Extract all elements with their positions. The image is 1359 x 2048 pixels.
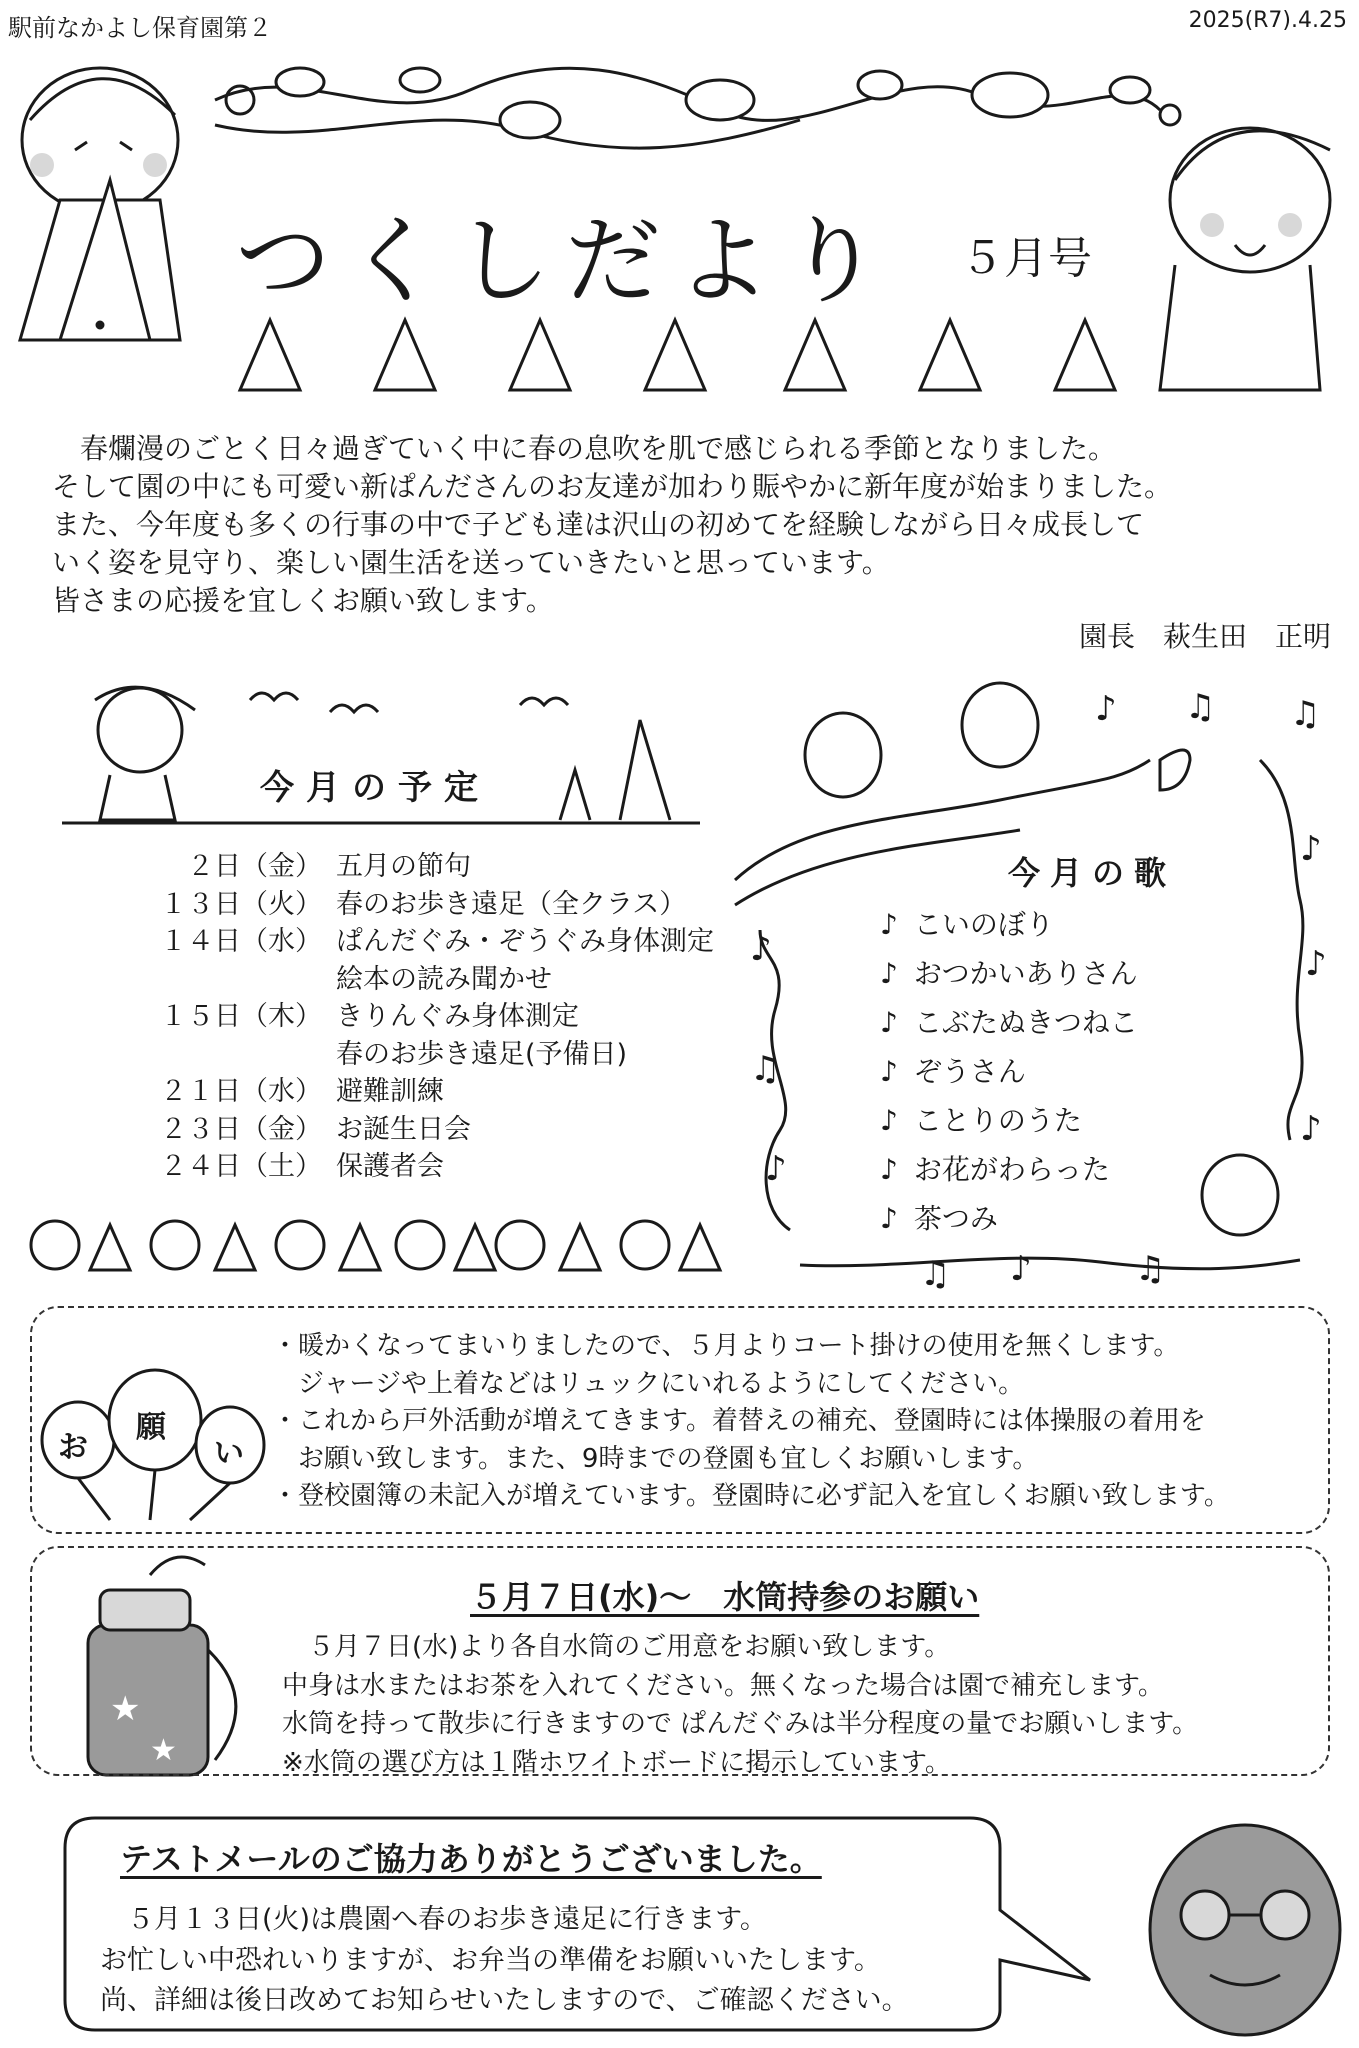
request-label-char: お [58,1430,88,1465]
schedule-list [82,848,714,1186]
svg-text:♪: ♪ [750,929,772,969]
schedule-row [82,1148,714,1186]
request-line: ・暖かくなってまいりましたので、５月よりコート掛けの使用を無くします。 [272,1331,1180,1361]
schedule-row [82,923,714,961]
schedule-row [82,1036,714,1074]
svg-text:♪: ♪ [1300,829,1322,869]
vine-leaves-decoration [215,68,1180,148]
music-note-icon: ♪ [880,908,898,941]
svg-text:♪: ♪ [765,1149,787,1189]
song-name: こいのぼり [913,908,1054,941]
song-item [880,998,1138,1047]
schedule-row [82,886,714,924]
child-illustration-right [1160,128,1330,390]
svg-text:♪: ♪ [1010,1249,1032,1289]
water-line: ※水筒の選び方は１階ホワイトボードに掲示しています。 [282,1747,951,1778]
principal-signature: 園長 萩生田 正明 [1078,620,1331,653]
greeting-line: 皆さまの応援を宜しくお願い致します。 [52,584,554,617]
request-label-char: い [214,1436,244,1471]
child-illustration-left [20,68,180,340]
principal-portrait [1150,1825,1340,2035]
school-name: 駅前なかよし保育園第２ [8,14,272,42]
song-item [880,949,1138,998]
svg-text:★: ★ [150,1733,177,1768]
schedule-date: １３日（火） [160,888,322,920]
song-name: ことりのうた [913,1104,1082,1137]
newsletter-title: つくしだより [235,205,895,317]
schedule-event: 五月の節句 [336,851,471,882]
schedule-event: 春のお歩き遠足（全クラス） [336,888,687,920]
music-note-icon: ♪ [880,1055,898,1088]
thanks-title: テストメールのご協力ありがとうございました。 [120,1840,822,1878]
svg-text:♫: ♫ [1135,1249,1166,1289]
svg-text:★: ★ [110,1689,141,1729]
greeting-line: いく姿を見守り、楽しい園生活を送っていきたいと思っています。 [52,546,890,579]
schedule-date: ２日（金） [187,851,322,882]
thanks-line: ５月１３日(火)は農園へ春のお歩き遠足に行きます。 [100,1904,767,1935]
request-line: ・登校園簿の未記入が増えています。登園時に必ず記入を宜しくお願い致します。 [272,1481,1230,1511]
music-note-icon: ♪ [880,1104,898,1137]
water-line: 水筒を持って散歩に行きますので ぱんだぐみは半分程度の量でお願いします。 [282,1709,1199,1739]
schedule-event: 避難訓練 [336,1076,444,1107]
water-line: ５月７日(水)より各自水筒のご用意をお願い致します。 [282,1632,951,1662]
thanks-line: 尚、詳細は後日改めてお知らせいたしますので、ご確認ください。 [100,1985,909,2016]
schedule-date: １５日（木） [160,1001,322,1032]
schedule-row [82,1111,714,1149]
schedule-date [82,961,336,999]
song-item [880,1047,1138,1096]
greeting-line: そして園の中にも可愛い新ぱんださんのお友達が加わり賑やかに新年度が始まりました。 [52,470,1173,503]
schedule-date: ２３日（金） [160,1113,322,1145]
water-bottle-title: ５月７日(水)～ 水筒持参のお願い [470,1578,980,1616]
song-item [880,900,1138,949]
schedule-row [82,998,714,1036]
songs-title: 今月の歌 [1008,854,1177,892]
schedule-title: 今月の予定 [260,768,490,808]
svg-text:♪: ♪ [1300,1109,1322,1149]
svg-text:♫: ♫ [1290,694,1321,734]
song-name: おつかいありさん [913,957,1138,990]
song-name: お花がわらった [913,1153,1110,1186]
schedule-event: 保護者会 [336,1151,444,1182]
schedule-date: ２１日（水） [160,1076,322,1107]
music-note-icon: ♪ [880,1202,898,1235]
schedule-event: 絵本の読み聞かせ [336,963,552,995]
thanks-line: お忙しい中恐れいりますが、お弁当の準備をお願いいたします。 [100,1944,881,1976]
music-note-icon: ♪ [880,1153,898,1186]
schedule-event: お誕生日会 [336,1113,471,1145]
bamboo-shoot-row [240,320,1115,390]
schedule-row [82,961,714,999]
schedule-row [82,1073,714,1111]
schedule-date [82,1036,336,1074]
song-name: 茶つみ [913,1202,998,1235]
schedule-date: １４日（水） [160,926,322,957]
schedule-row [82,848,714,886]
schedule-event: きりんぐみ身体測定 [336,1001,579,1032]
svg-text:♪: ♪ [1095,689,1117,729]
svg-text:♫: ♫ [1185,687,1216,727]
song-name: ぞうさん [913,1055,1026,1088]
song-item [880,1145,1138,1194]
song-item [880,1096,1138,1145]
greeting-line: また、今年度も多くの行事の中で子ども達は沢山の初めてを経験しながら日々成長して [52,508,1145,541]
request-label-char: 願 [136,1410,166,1445]
water-line: 中身は水またはお茶を入れてください。無くなった場合は園で補充します。 [282,1670,1164,1701]
requests-text [272,1328,1230,1516]
svg-text:♫: ♫ [750,1049,781,1089]
greeting-line: 春爛漫のごとく日々過ぎていく中に春の息吹を肌で感じられる季節となりました。 [52,432,1117,465]
children-faces-row [31,1221,720,1270]
thanks-text [100,1900,909,2022]
request-line: お願い致します。また、9時までの登園も宜しくお願いします。 [272,1443,1039,1474]
music-note-icon: ♪ [880,1006,898,1039]
issue-number: ５月号 [960,233,1092,284]
request-line: ・これから戸外活動が増えてきます。着替えの補充、登園時には体操服の着用を [272,1406,1206,1436]
schedule-date: ２４日（土） [160,1151,322,1182]
songs-list [880,900,1138,1243]
issue-date: 2025(R7).4.25 [1188,8,1347,33]
svg-text:♪: ♪ [1305,944,1327,984]
svg-text:♫: ♫ [920,1254,951,1294]
song-item [880,1194,1138,1243]
song-name: こぶたぬきつねこ [913,1006,1138,1039]
music-note-icon: ♪ [880,957,898,990]
schedule-event: ぱんだぐみ・ぞうぐみ身体測定 [336,926,714,957]
water-bottle-text [282,1628,1198,1782]
greeting-message [52,430,1342,620]
schedule-event: 春のお歩き遠足(予備日) [336,1038,628,1070]
request-line: ジャージや上着などはリュックにいれるようにしてください。 [272,1368,1025,1399]
